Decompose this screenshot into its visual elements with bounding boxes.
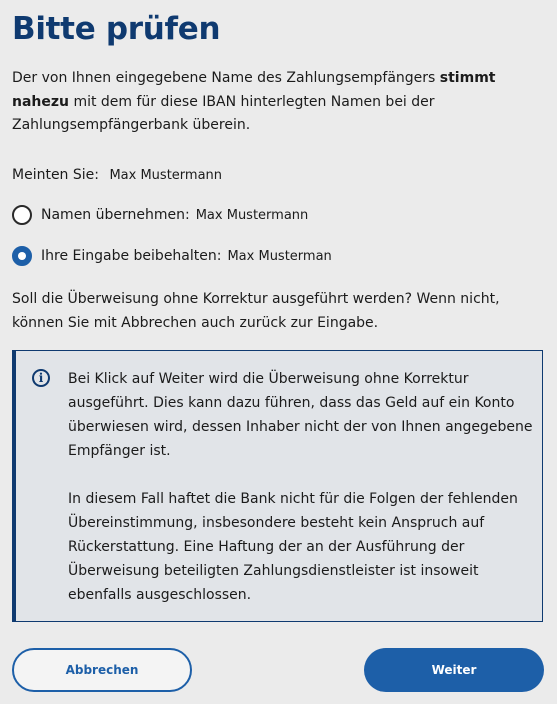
intro-text [12, 67, 552, 138]
option-keep-input-label: Ihre Eingabe beibehalten: [41, 248, 222, 264]
option-accept-name-label: Namen übernehmen: [41, 207, 190, 223]
next-button[interactable]: Weiter [364, 648, 544, 692]
option-accept-name[interactable] [12, 205, 308, 225]
question-text: Soll die Überweisung ohne Korrektur ausgeführt werden? Wenn nicht, können Sie mit Abbrechen auch zurück zur Eingabe. [12, 291, 500, 331]
option-accept-name-value: Max Mustermann [195, 207, 309, 223]
intro-text-bold: stimmt nahezu [12, 70, 496, 110]
intro-text-part2: mit dem für diese IBAN hinterlegten Namen bei der Zahlungsempfängerbank überein. [12, 93, 435, 133]
radio-accept-name[interactable] [12, 205, 32, 225]
option-keep-input[interactable] [12, 246, 332, 266]
suggestion-label: Meinten Sie: [12, 167, 99, 183]
info-icon: i [32, 369, 50, 387]
suggestion [12, 165, 222, 186]
intro-text-part1: Der von Ihnen eingegebene Name des Zahlungsempfängers [12, 70, 440, 86]
option-keep-input-value: Max Musterman [227, 248, 332, 264]
suggestion-name: Max Mustermann [109, 168, 223, 183]
info-paragraph-2: In diesem Fall haftet die Bank nicht für die Folgen der fehlenden Übereinstimmung, insbesondere besteht kein Anspruch auf Rückerstattung. Eine Haftung der an der Ausführung der Überweisung beteiligten Zahlungsdienstleister ist insoweit ebenfalls ausgeschlossen. [68, 491, 518, 603]
info-box [12, 350, 543, 622]
info-text [68, 367, 538, 631]
radio-keep-input[interactable] [12, 246, 32, 266]
cancel-button[interactable]: Abbrechen [12, 648, 192, 692]
page-title: Bitte prüfen [12, 11, 221, 47]
info-paragraph-1: Bei Klick auf Weiter wird die Überweisung ohne Korrektur ausgeführt. Dies kann dazu führen, dass das Geld auf ein Konto überwiesen wird, dessen Inhaber nicht der von Ihnen angegebene Empfänger ist. [68, 371, 533, 459]
